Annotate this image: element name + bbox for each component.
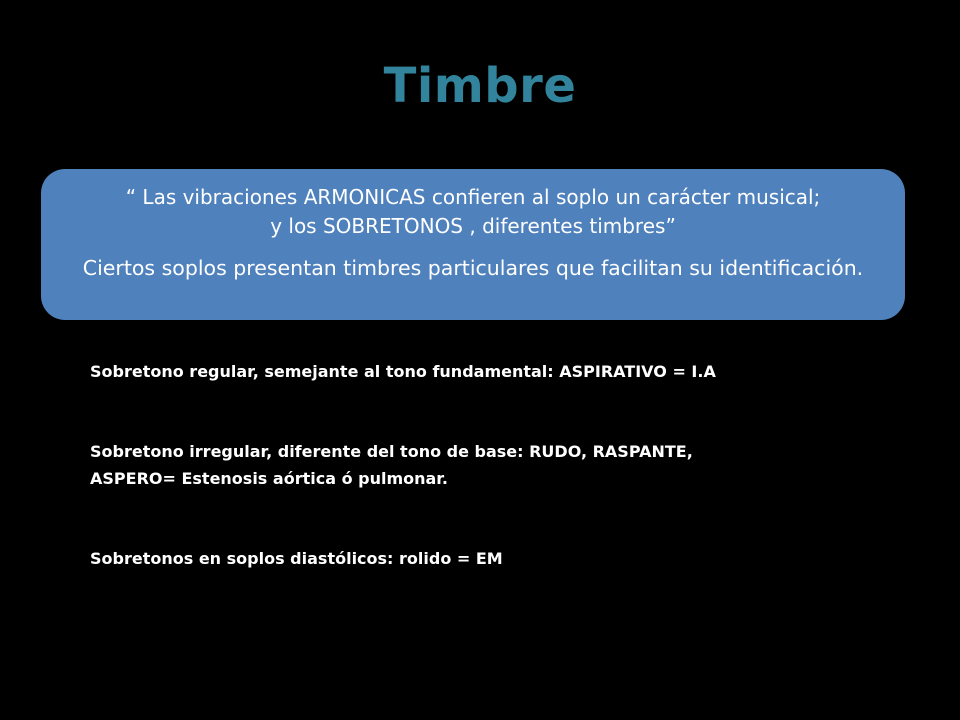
quote-line-2: y los SOBRETONOS , diferentes timbres” bbox=[270, 214, 676, 238]
slide-title: Timbre bbox=[383, 58, 577, 114]
list-item-line: ASPERO= Estenosis aórtica ó pulmonar. bbox=[90, 469, 448, 488]
list-item-irregular bbox=[90, 438, 850, 492]
list-item-regular bbox=[90, 358, 850, 385]
bullet-list bbox=[90, 358, 850, 572]
list-item-line: Sobretono regular, semejante al tono fundamental: ASPIRATIVO = I.A bbox=[90, 362, 716, 381]
list-item-diastolic bbox=[90, 545, 850, 572]
quote-box bbox=[41, 169, 905, 320]
quote-line-1: “ Las vibraciones ARMONICAS confieren al soplo un carácter musical; bbox=[125, 185, 821, 209]
list-item-line: Sobretono irregular, diferente del tono de base: RUDO, RASPANTE, bbox=[90, 442, 693, 461]
quote-note: Ciertos soplos presentan timbres particulares que facilitan su identificación. bbox=[82, 256, 864, 280]
list-item-line: Sobretonos en soplos diastólicos: rolido = EM bbox=[90, 549, 503, 568]
quote-spacer bbox=[41, 241, 905, 253]
